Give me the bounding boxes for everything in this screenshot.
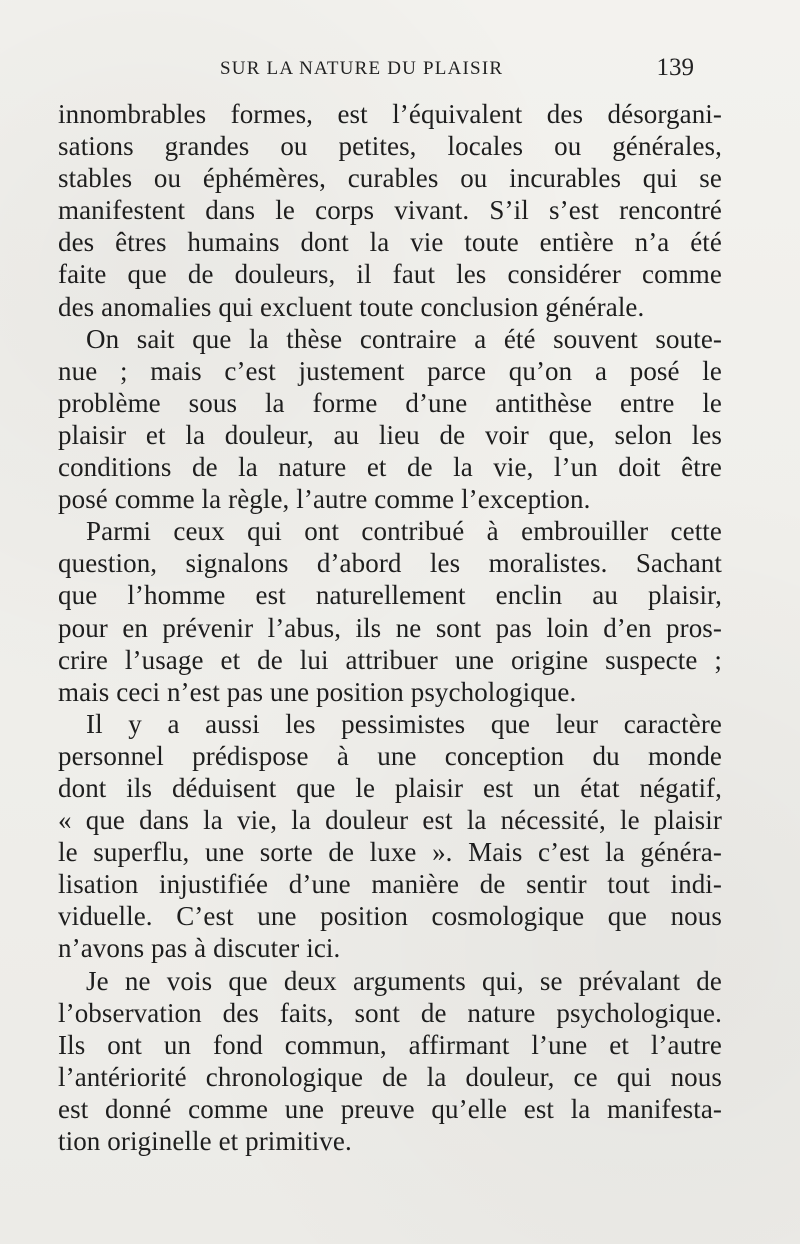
text-line: question, signalons d’abord les moralistes. Sachant (58, 548, 722, 579)
text-line: des êtres humains dont la vie toute entière n’a été (58, 227, 722, 258)
text-line: On sait que la thèse contraire a été souvent soute- (86, 323, 722, 354)
paragraph-4 (58, 708, 722, 965)
running-title: SUR LA NATURE DU PLAISIR (220, 58, 504, 79)
text-line: innombrables formes, est l’équivalent des désorgani- (58, 99, 722, 129)
text-line: conditions de la nature et de la vie, l’un doit être (58, 452, 722, 483)
paragraph-5 (58, 965, 722, 1158)
text-line: sations grandes ou petites, locales ou générales, (58, 131, 722, 162)
text-line: est donné comme une preuve qu’elle est la manifesta- (58, 1093, 722, 1124)
text-line: des anomalies qui excluent toute conclusion générale. (58, 291, 645, 322)
paragraph-3 (58, 515, 722, 708)
text-line: lisation injustifiée d’une manière de sentir tout indi- (58, 869, 722, 900)
running-head (0, 54, 800, 88)
text-line: Je ne vois que deux arguments qui, se prévalant de (86, 965, 722, 996)
text-line: que l’homme est naturellement enclin au plaisir, (58, 580, 722, 611)
body-text (58, 98, 722, 1157)
text-line: manifestent dans le corps vivant. S’il s’est rencontré (58, 195, 722, 226)
text-line: stables ou éphémères, curables ou incurables qui se (58, 163, 722, 194)
text-line: mais ceci n’est pas une position psychologique. (58, 676, 577, 707)
text-line: pour en prévenir l’abus, ils ne sont pas loin d’en pros- (58, 612, 722, 643)
text-line: le superflu, une sorte de luxe ». Mais c’est la généra- (58, 837, 722, 868)
text-line: Parmi ceux qui ont contribué à embrouiller cette (86, 516, 722, 547)
text-line: l’observation des faits, sont de nature psychologique. (58, 997, 722, 1028)
text-line: plaisir et la douleur, au lieu de voir que, selon les (58, 419, 722, 450)
text-line: faite que de douleurs, il faut les considérer comme (58, 259, 722, 290)
text-line: posé comme la règle, l’autre comme l’exception. (58, 484, 591, 515)
text-line: viduelle. C’est une position cosmologique que nous (58, 901, 722, 932)
text-line: tion originelle et primitive. (58, 1126, 352, 1156)
text-line: dont ils déduisent que le plaisir est un état négatif, (58, 772, 722, 803)
text-line: crire l’usage et de lui attribuer une origine suspecte ; (58, 644, 722, 675)
text-line: Il y a aussi les pessimistes que leur caractère (86, 708, 722, 739)
paragraph-2 (58, 323, 722, 516)
page-number: 139 (656, 54, 694, 81)
text-line: Ils ont un fond commun, affirmant l’une et l’autre (58, 1029, 722, 1060)
text-line: n’avons pas à discuter ici. (58, 933, 341, 964)
text-line: nue ; mais c’est justement parce qu’on a posé le (58, 355, 722, 386)
text-line: l’antériorité chronologique de la douleur, ce qui nous (58, 1061, 722, 1092)
text-line: problème sous la forme d’une antithèse entre le (58, 387, 722, 418)
text-line: personnel prédispose à une conception du monde (58, 740, 722, 771)
text-line: « que dans la vie, la douleur est la nécessité, le plaisir (58, 805, 722, 836)
paragraph-1 (58, 98, 722, 323)
